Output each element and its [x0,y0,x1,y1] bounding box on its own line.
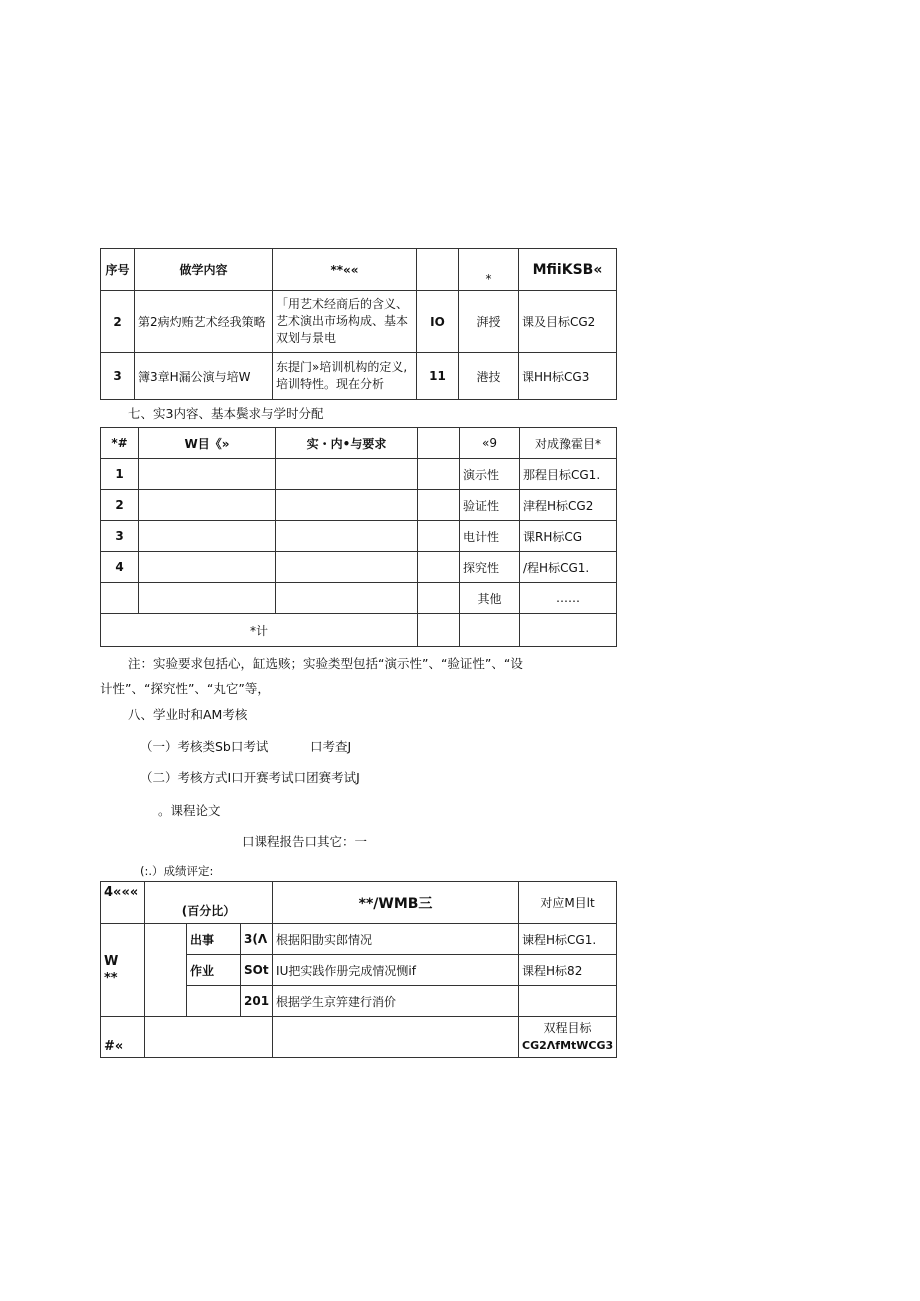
section-7-title: 七、实3内容、基本鬓求与学时分配 [128,406,324,421]
table-cell: 课HH标CG3 [519,353,617,400]
grading-table [100,881,617,1058]
table-row [101,583,617,614]
experiment-table [100,427,617,647]
table-cell: 作业 [187,955,241,986]
note-line-1: 注：实验要求包括心，缸选赅；实验类型包括“演示性”、“验证性”、“设 [128,656,523,671]
table-cell [519,1017,617,1058]
section-8-title: 八、学业时和AM考核 [128,707,248,722]
header-cell: 做学内容 [135,249,273,291]
table-cell [276,583,418,614]
assessment-paper: 。课程论文 [158,803,221,818]
table-cell: 探究性 [460,552,520,583]
header-cell [418,428,460,459]
table-total-row [101,614,617,647]
header-cell: (百分比） [145,882,273,924]
table-cell: 第2病灼贿艺术经我策略 [135,291,273,353]
assessment-type: （一）考核类Sb口考试 [140,739,269,754]
header-cell: 4««« [101,882,145,924]
table-cell: 3(Λ [241,924,273,955]
header-cell: MfiiKSB« [519,249,617,291]
header-cell: **«« [273,249,417,291]
side-label: W ** [101,924,145,1017]
grading-title: (:.）成绩评定: [140,864,214,878]
table-row [101,490,617,521]
table-row [101,459,617,490]
table-cell: 其他 [460,583,520,614]
table-cell [418,614,460,647]
table-cell [276,459,418,490]
table-cell [187,986,241,1017]
table-cell [276,552,418,583]
table-cell [273,1017,519,1058]
table-row [101,521,617,552]
table-cell: 「用艺术经商后的含义、艺术演出市场构成、基本双划与景电 [273,291,417,353]
assessment-type-option: 口考查J [310,739,352,754]
table-cell: 根据阳勖实郎情况 [273,924,519,955]
table-cell: 3 [101,521,139,552]
table-cell: 湃授 [459,291,519,353]
table-cell: 根据学生京笄建行消价 [273,986,519,1017]
table-header-row [101,428,617,459]
table-cell [139,459,276,490]
header-cell: 对应M目lt [519,882,617,924]
table-cell [520,614,617,647]
course-content-table [100,248,617,400]
table-cell: 2 [101,291,135,353]
header-cell: 实・内•与要求 [276,428,418,459]
table-cell: …… [520,583,617,614]
table-cell [139,552,276,583]
bottom-label: #« [101,1017,145,1058]
table-row [101,353,617,400]
table-cell: 演示性 [460,459,520,490]
table-cell: 簿3章H漏公演与培W [135,353,273,400]
table-row [101,552,617,583]
table-cell: 4 [101,552,139,583]
table-cell [139,490,276,521]
table-cell: SOt [241,955,273,986]
header-cell: *# [101,428,139,459]
table-cell: 津程H标CG2 [520,490,617,521]
table-cell: 2 [101,490,139,521]
table-cell: 课RH标CG [520,521,617,552]
table-cell: 课及目标CG2 [519,291,617,353]
table-row [101,924,617,955]
bottom-target-1: 双程目标 [543,1021,592,1035]
total-label: *计 [101,614,418,647]
table-cell [418,521,460,552]
table-cell [418,490,460,521]
table-cell [145,924,187,1017]
table-row [101,1017,617,1058]
table-cell [418,552,460,583]
header-cell: 序号 [101,249,135,291]
assessment-report: 口课程报告口其它：一 [242,834,368,849]
table-cell: 课程H标82 [519,955,617,986]
table-cell: 11 [417,353,459,400]
table-cell: 电计性 [460,521,520,552]
table-cell: 3 [101,353,135,400]
table-cell [418,583,460,614]
header-cell: * [459,249,519,291]
table-cell [139,583,276,614]
assessment-method: （二）考核方式I口开赛考试口团赛考试J [140,770,360,785]
table-cell: 1 [101,459,139,490]
table-cell: 港技 [459,353,519,400]
table-cell [276,490,418,521]
table-cell: 验证性 [460,490,520,521]
table-cell [276,521,418,552]
table-cell [460,614,520,647]
table-cell: IO [417,291,459,353]
header-cell [417,249,459,291]
header-cell: **/WMB三 [273,882,519,924]
table-header-row [101,882,617,924]
table-header-row [101,249,617,291]
note-line-2: 计性”、“探究性”、“丸它”等， [100,681,270,696]
table-cell [145,1017,273,1058]
table-cell: 谏程H标CG1. [519,924,617,955]
table-cell [139,521,276,552]
table-cell: /程H标CG1. [520,552,617,583]
table-cell [418,459,460,490]
table-cell: 出事 [187,924,241,955]
header-cell: W目《» [139,428,276,459]
table-cell: 东提门»培训机构的定义,培训特性。现在分析 [273,353,417,400]
table-cell: 201 [241,986,273,1017]
table-cell [101,583,139,614]
table-cell [519,986,617,1017]
header-cell: «9 [460,428,520,459]
table-cell: IU把实践作册完成情况恻if [273,955,519,986]
bottom-target-2: CG2ΛfMtWCG3 [522,1039,614,1052]
table-cell: 那程目标CG1. [520,459,617,490]
header-cell: 对成豫霍目* [520,428,617,459]
table-row [101,291,617,353]
